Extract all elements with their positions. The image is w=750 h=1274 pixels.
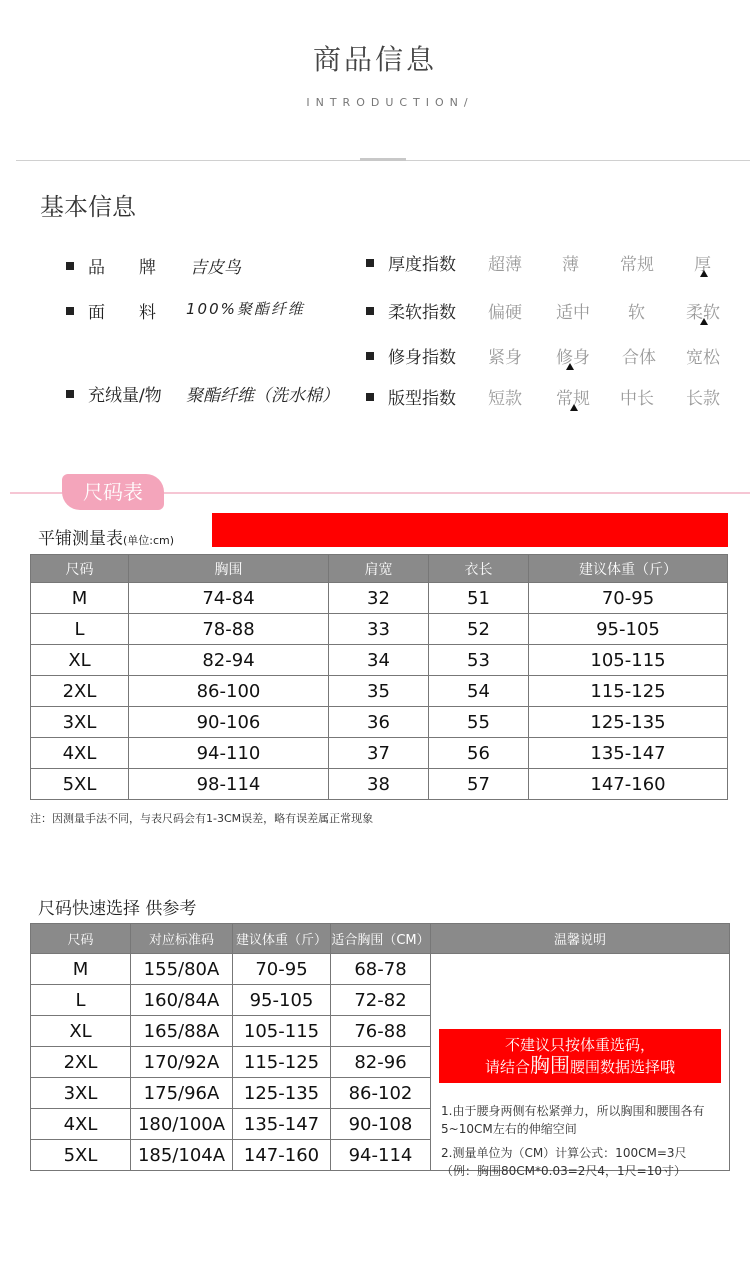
table-cell: 72-82	[331, 985, 431, 1016]
info-label: 品 牌	[88, 258, 156, 278]
page-subtitle: INTRODUCTION/	[306, 96, 474, 109]
index-option: 适中	[556, 303, 590, 323]
table-cell: 170/92A	[131, 1047, 233, 1078]
table-cell: 32	[329, 583, 429, 614]
table-header-cell: 肩宽	[329, 555, 429, 583]
table-cell: 70-95	[529, 583, 728, 614]
table-cell: 53	[429, 645, 529, 676]
size-chart-subtitle	[38, 524, 174, 549]
table-row	[31, 614, 728, 645]
selected-marker-icon	[700, 318, 708, 325]
table-row	[31, 769, 728, 800]
header-divider-mark	[360, 158, 406, 161]
index-option: 宽松	[686, 348, 720, 368]
size-table	[30, 554, 728, 800]
bullet-icon	[366, 352, 374, 360]
info-label: 充绒量/物	[88, 386, 162, 406]
selected-marker-icon	[566, 363, 574, 370]
table-cell: 115-125	[529, 676, 728, 707]
table-cell: 4XL	[31, 738, 129, 769]
index-label: 版型指数	[388, 389, 456, 409]
size-chart-unit: (单位:cm)	[123, 534, 175, 547]
table-cell: M	[31, 954, 131, 985]
table-cell: L	[31, 985, 131, 1016]
index-softness	[366, 298, 456, 323]
table-row	[31, 954, 730, 985]
bullet-icon	[366, 393, 374, 401]
index-option: 超薄	[488, 255, 522, 275]
index-label: 修身指数	[388, 348, 456, 368]
bullet-icon	[66, 390, 74, 398]
info-row-brand	[66, 253, 156, 278]
table-cell: 98-114	[129, 769, 329, 800]
size-chart-subtitle-text: 平铺测量表	[38, 529, 123, 549]
table-cell: 147-160	[529, 769, 728, 800]
index-fit	[366, 343, 456, 368]
table-cell: 54	[429, 676, 529, 707]
table-cell: 86-100	[129, 676, 329, 707]
table-cell: 35	[329, 676, 429, 707]
table-cell: 3XL	[31, 1078, 131, 1109]
index-option-selected: 柔软	[686, 303, 720, 323]
info-value-brand: 吉皮鸟	[190, 258, 241, 278]
table-cell: 135-147	[233, 1109, 331, 1140]
tips-cell	[431, 954, 730, 1178]
table-header-cell: 尺码	[31, 555, 129, 583]
tip-note-2: 2.测量单位为（CM）计算公式：100CM=3尺（例：胸围80CM*0.03=2尺4，1尺=10寸）	[441, 1146, 687, 1178]
red-banner	[212, 513, 728, 547]
table-cell: 105-115	[233, 1016, 331, 1047]
table-header-cell: 温馨说明	[431, 924, 730, 954]
table-row	[31, 645, 728, 676]
table-cell: 36	[329, 707, 429, 738]
table-cell: 82-96	[331, 1047, 431, 1078]
tip-note-1: 1.由于腰身两侧有松紧弹力，所以胸围和腰围各有5~10CM左右的伸缩空间	[441, 1104, 705, 1136]
table-cell: 5XL	[31, 1140, 131, 1171]
table-cell: 56	[429, 738, 529, 769]
quick-select-table	[30, 923, 730, 1178]
quick-select-title: 尺码快速选择 供参考	[38, 899, 197, 919]
table-cell: 115-125	[233, 1047, 331, 1078]
table-cell: 70-95	[233, 954, 331, 985]
table-cell: XL	[31, 1016, 131, 1047]
table-cell: 68-78	[331, 954, 431, 985]
table-row	[31, 676, 728, 707]
tip-notes	[441, 1102, 721, 1180]
table-cell: 105-115	[529, 645, 728, 676]
table-cell: 57	[429, 769, 529, 800]
table-cell: 94-114	[331, 1140, 431, 1171]
table-cell: 37	[329, 738, 429, 769]
table-cell: 185/104A	[131, 1140, 233, 1171]
index-option: 薄	[562, 255, 579, 275]
table-cell: 2XL	[31, 676, 129, 707]
bullet-icon	[66, 307, 74, 315]
table-cell: 160/84A	[131, 985, 233, 1016]
table-header-cell: 对应标准码	[131, 924, 233, 954]
info-row-fabric	[66, 298, 156, 323]
table-cell: L	[31, 614, 129, 645]
basic-info-title: 基本信息	[40, 193, 136, 221]
index-option: 合体	[622, 348, 656, 368]
table-cell: 125-135	[233, 1078, 331, 1109]
index-option-selected: 修身	[556, 348, 590, 368]
table-header-cell: 尺码	[31, 924, 131, 954]
table-cell: 147-160	[233, 1140, 331, 1171]
table-cell: 51	[429, 583, 529, 614]
info-value-fabric: 100%聚酯纤维	[186, 300, 305, 318]
size-chart-tab: 尺码表	[62, 474, 164, 510]
index-label: 柔软指数	[388, 303, 456, 323]
index-option: 长款	[686, 389, 720, 409]
table-cell: M	[31, 583, 129, 614]
info-value-filling: 聚酯纤维（洗水棉）	[186, 386, 339, 406]
tip-alert	[439, 1029, 721, 1083]
tip-alert-text: 请结合	[484, 1058, 530, 1076]
selected-marker-icon	[700, 270, 708, 277]
bullet-icon	[366, 259, 374, 267]
index-label: 厚度指数	[388, 255, 456, 275]
table-header-cell: 建议体重（斤）	[529, 555, 728, 583]
page-title: 商品信息	[312, 43, 437, 76]
table-cell: 3XL	[31, 707, 129, 738]
table-cell: 94-110	[129, 738, 329, 769]
index-option: 软	[628, 303, 645, 323]
table-cell: 82-94	[129, 645, 329, 676]
index-option-selected: 常规	[556, 389, 590, 409]
table-cell: 76-88	[331, 1016, 431, 1047]
table-cell: 52	[429, 614, 529, 645]
table-header-row	[31, 924, 730, 954]
index-length	[366, 384, 456, 409]
table-header-cell: 适合胸围（CM）	[331, 924, 431, 954]
table-header-cell: 衣长	[429, 555, 529, 583]
table-header-cell: 胸围	[129, 555, 329, 583]
table-cell: XL	[31, 645, 129, 676]
table-row	[31, 738, 728, 769]
table-cell: 34	[329, 645, 429, 676]
measurement-note: 注：因测量手法不同，与表尺码会有1-3CM误差，略有误差属正常现象	[30, 812, 374, 825]
table-cell: 74-84	[129, 583, 329, 614]
table-header-cell: 建议体重（斤）	[233, 924, 331, 954]
bullet-icon	[366, 307, 374, 315]
tip-alert-emphasis: 胸围	[530, 1053, 570, 1077]
table-header-row	[31, 555, 728, 583]
index-thickness	[366, 250, 456, 275]
tip-alert-text: 腰围数据选择哦	[570, 1058, 676, 1076]
index-option: 常规	[620, 255, 654, 275]
table-cell: 5XL	[31, 769, 129, 800]
table-cell: 55	[429, 707, 529, 738]
index-option: 偏硬	[488, 303, 522, 323]
tip-alert-line2	[439, 1055, 721, 1077]
table-cell: 155/80A	[131, 954, 233, 985]
index-option-selected: 厚	[694, 255, 711, 275]
selected-marker-icon	[570, 404, 578, 411]
table-row	[31, 583, 728, 614]
table-row	[31, 707, 728, 738]
table-cell: 95-105	[233, 985, 331, 1016]
tip-alert-line1: 不建议只按体重选码，	[504, 1036, 655, 1054]
index-option: 中长	[620, 389, 654, 409]
table-cell: 86-102	[331, 1078, 431, 1109]
info-label: 面 料	[88, 303, 156, 323]
table-cell: 38	[329, 769, 429, 800]
table-cell: 125-135	[529, 707, 728, 738]
bullet-icon	[66, 262, 74, 270]
index-option: 紧身	[488, 348, 522, 368]
info-row-filling	[66, 381, 162, 406]
table-cell: 175/96A	[131, 1078, 233, 1109]
table-cell: 78-88	[129, 614, 329, 645]
table-cell: 135-147	[529, 738, 728, 769]
table-cell: 90-108	[331, 1109, 431, 1140]
table-cell: 90-106	[129, 707, 329, 738]
table-cell: 180/100A	[131, 1109, 233, 1140]
table-cell: 2XL	[31, 1047, 131, 1078]
table-cell: 95-105	[529, 614, 728, 645]
table-cell: 165/88A	[131, 1016, 233, 1047]
table-cell: 33	[329, 614, 429, 645]
table-cell: 4XL	[31, 1109, 131, 1140]
index-option: 短款	[488, 389, 522, 409]
